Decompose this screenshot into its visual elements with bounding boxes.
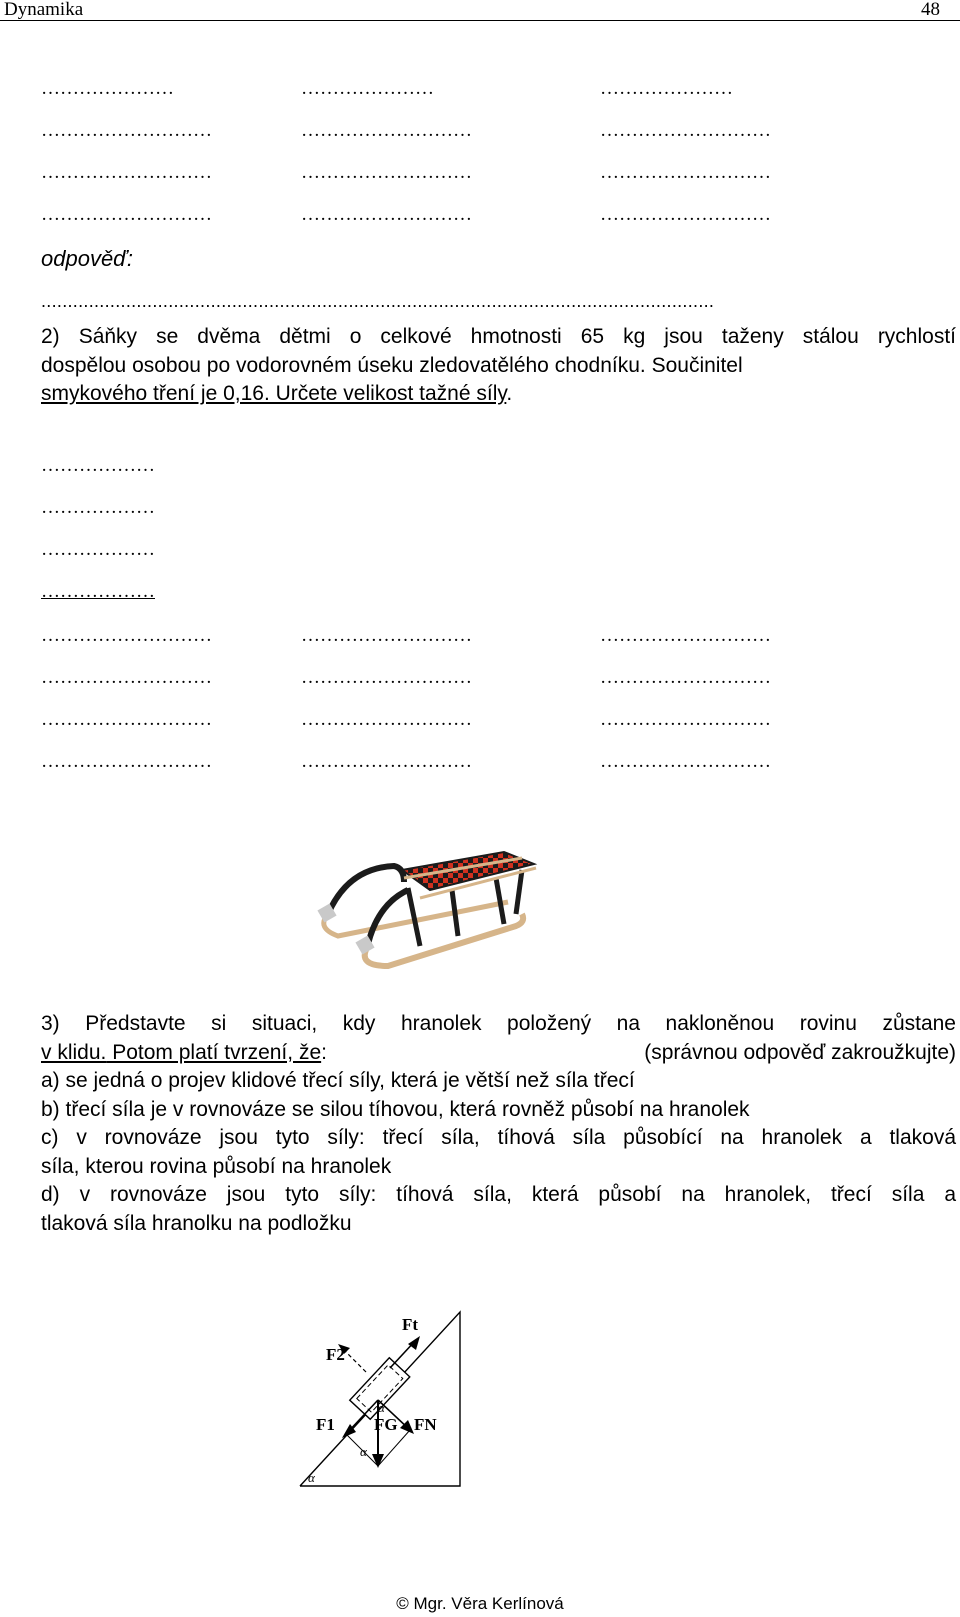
answer-label: odpověď: — [41, 246, 134, 271]
ft-arrowhead — [408, 1336, 420, 1350]
task-2-line: smykového tření je 0,16. Určete velikost tažné síly. — [41, 382, 513, 405]
task-2-underlined: smykového tření je 0,16. Určete velikost tažné síly — [41, 382, 507, 405]
sled-handle — [328, 866, 404, 914]
dotted-row — [0, 667, 960, 689]
task-2-line: dospělou osobou po vodorovném úseku zledovatělého chodníku. Součinitel — [41, 353, 743, 377]
dotted-row — [0, 751, 960, 773]
sled-illustration — [308, 848, 544, 988]
label-alpha-top: α — [378, 1400, 385, 1415]
dotted-blank: ……………………… — [41, 667, 212, 688]
dotted-blank: ……………………… — [301, 625, 472, 646]
parallelogram-line — [378, 1430, 410, 1466]
option-d: d) v rovnováze jsou tyto síly: tíhová síla, která působí na hranolek, třecí síla a — [41, 1183, 956, 1206]
task-2 — [41, 323, 956, 409]
dotted-blank: ……………………… — [301, 162, 472, 183]
option-c: c) v rovnováze jsou tyto síly: třecí síla, tíhová síla působící na hranolek a tlaková — [41, 1126, 956, 1149]
task-3 — [41, 1010, 956, 1238]
label-alpha-mid: α — [360, 1444, 367, 1459]
inclined-plane-diagram — [298, 1304, 474, 1489]
dotted-blank: ……………………… — [301, 709, 472, 730]
dotted-blank: ……………………… — [600, 709, 771, 730]
dotted-row — [0, 204, 960, 226]
dotted-blank: ……………………… — [600, 204, 771, 225]
dotted-blank: ……………………… — [600, 120, 771, 141]
dotted-row — [0, 120, 960, 142]
option-d-continued: tlaková síla hranolku na podložku — [41, 1211, 352, 1235]
dotted-row — [0, 625, 960, 647]
sled-leg — [516, 870, 522, 914]
dotted-blank: ……………………… — [301, 751, 472, 772]
dotted-blank: ……………………… — [41, 625, 212, 646]
label-fn: FN — [414, 1415, 437, 1434]
sled-handle — [368, 890, 408, 944]
sled-runner — [365, 914, 523, 966]
dotted-blank: ……………………… — [600, 667, 771, 688]
dotted-blank: ……………………… — [600, 751, 771, 772]
dotted-row — [0, 78, 960, 100]
option-c-continued: síla, kterou rovina působí na hranolek — [41, 1154, 392, 1178]
instruction-note: (správnou odpověď zakroužkujte) — [644, 1040, 956, 1064]
dotted-blank: ……………… — [41, 581, 155, 602]
label-f2: F2 — [326, 1345, 345, 1364]
option-b: b) třecí síla je v rovnováze se silou tíhovou, která rovněž působí na hranolek — [41, 1097, 750, 1121]
dotted-blank: ……………………… — [41, 204, 212, 225]
page-number: 48 — [921, 0, 940, 20]
task-3-line: 3) Představte si situaci, kdy hranolek položený na nakloněnou rovinu zůstane — [41, 1012, 956, 1035]
label-alpha-base: α — [308, 1470, 315, 1485]
dotted-blank: ……………… — [41, 539, 155, 560]
dotted-blank: ……………………… — [41, 751, 212, 772]
page-footer: © Mgr. Věra Kerlínová — [396, 1594, 564, 1613]
dotted-blank: ……………………… — [301, 204, 472, 225]
page-header — [0, 0, 960, 21]
sled-leg — [408, 888, 420, 946]
answer-line: ............................................................................................................................... — [41, 291, 715, 311]
label-f1: F1 — [316, 1415, 335, 1434]
dotted-blank: ………………… — [301, 78, 434, 99]
dotted-blank: ……………… — [41, 497, 155, 518]
dotted-blank: ……………… — [41, 455, 155, 476]
task-2-line: 2) Sáňky se dvěma dětmi o celkové hmotnosti 65 kg jsou taženy stálou rychlostí — [41, 325, 956, 348]
option-a: a) se jedná o projev klidové třecí síly, která je větší než síla třecí — [41, 1069, 635, 1092]
chapter-title: Dynamika — [4, 0, 84, 20]
dotted-blank: ………………… — [600, 78, 733, 99]
dotted-blank: ……………………… — [600, 625, 771, 646]
dotted-blank: ……………………… — [41, 162, 212, 183]
label-ft: Ft — [402, 1315, 419, 1334]
dotted-blank: ……………………… — [301, 667, 472, 688]
task-3-line: v klidu. Potom platí tvrzení, že: (správnou odpověď zakroužkujte) — [41, 1039, 956, 1068]
label-fg: FG — [374, 1415, 398, 1434]
dotted-blank: ……………………… — [41, 709, 212, 730]
dotted-blank: ……………………… — [301, 120, 472, 141]
dotted-row — [0, 709, 960, 731]
sled-leg — [452, 890, 458, 936]
dotted-blank: ……………………… — [41, 120, 212, 141]
dotted-blank: ……………………… — [600, 162, 771, 183]
dotted-row — [0, 162, 960, 184]
dotted-blank: ………………… — [41, 78, 174, 99]
